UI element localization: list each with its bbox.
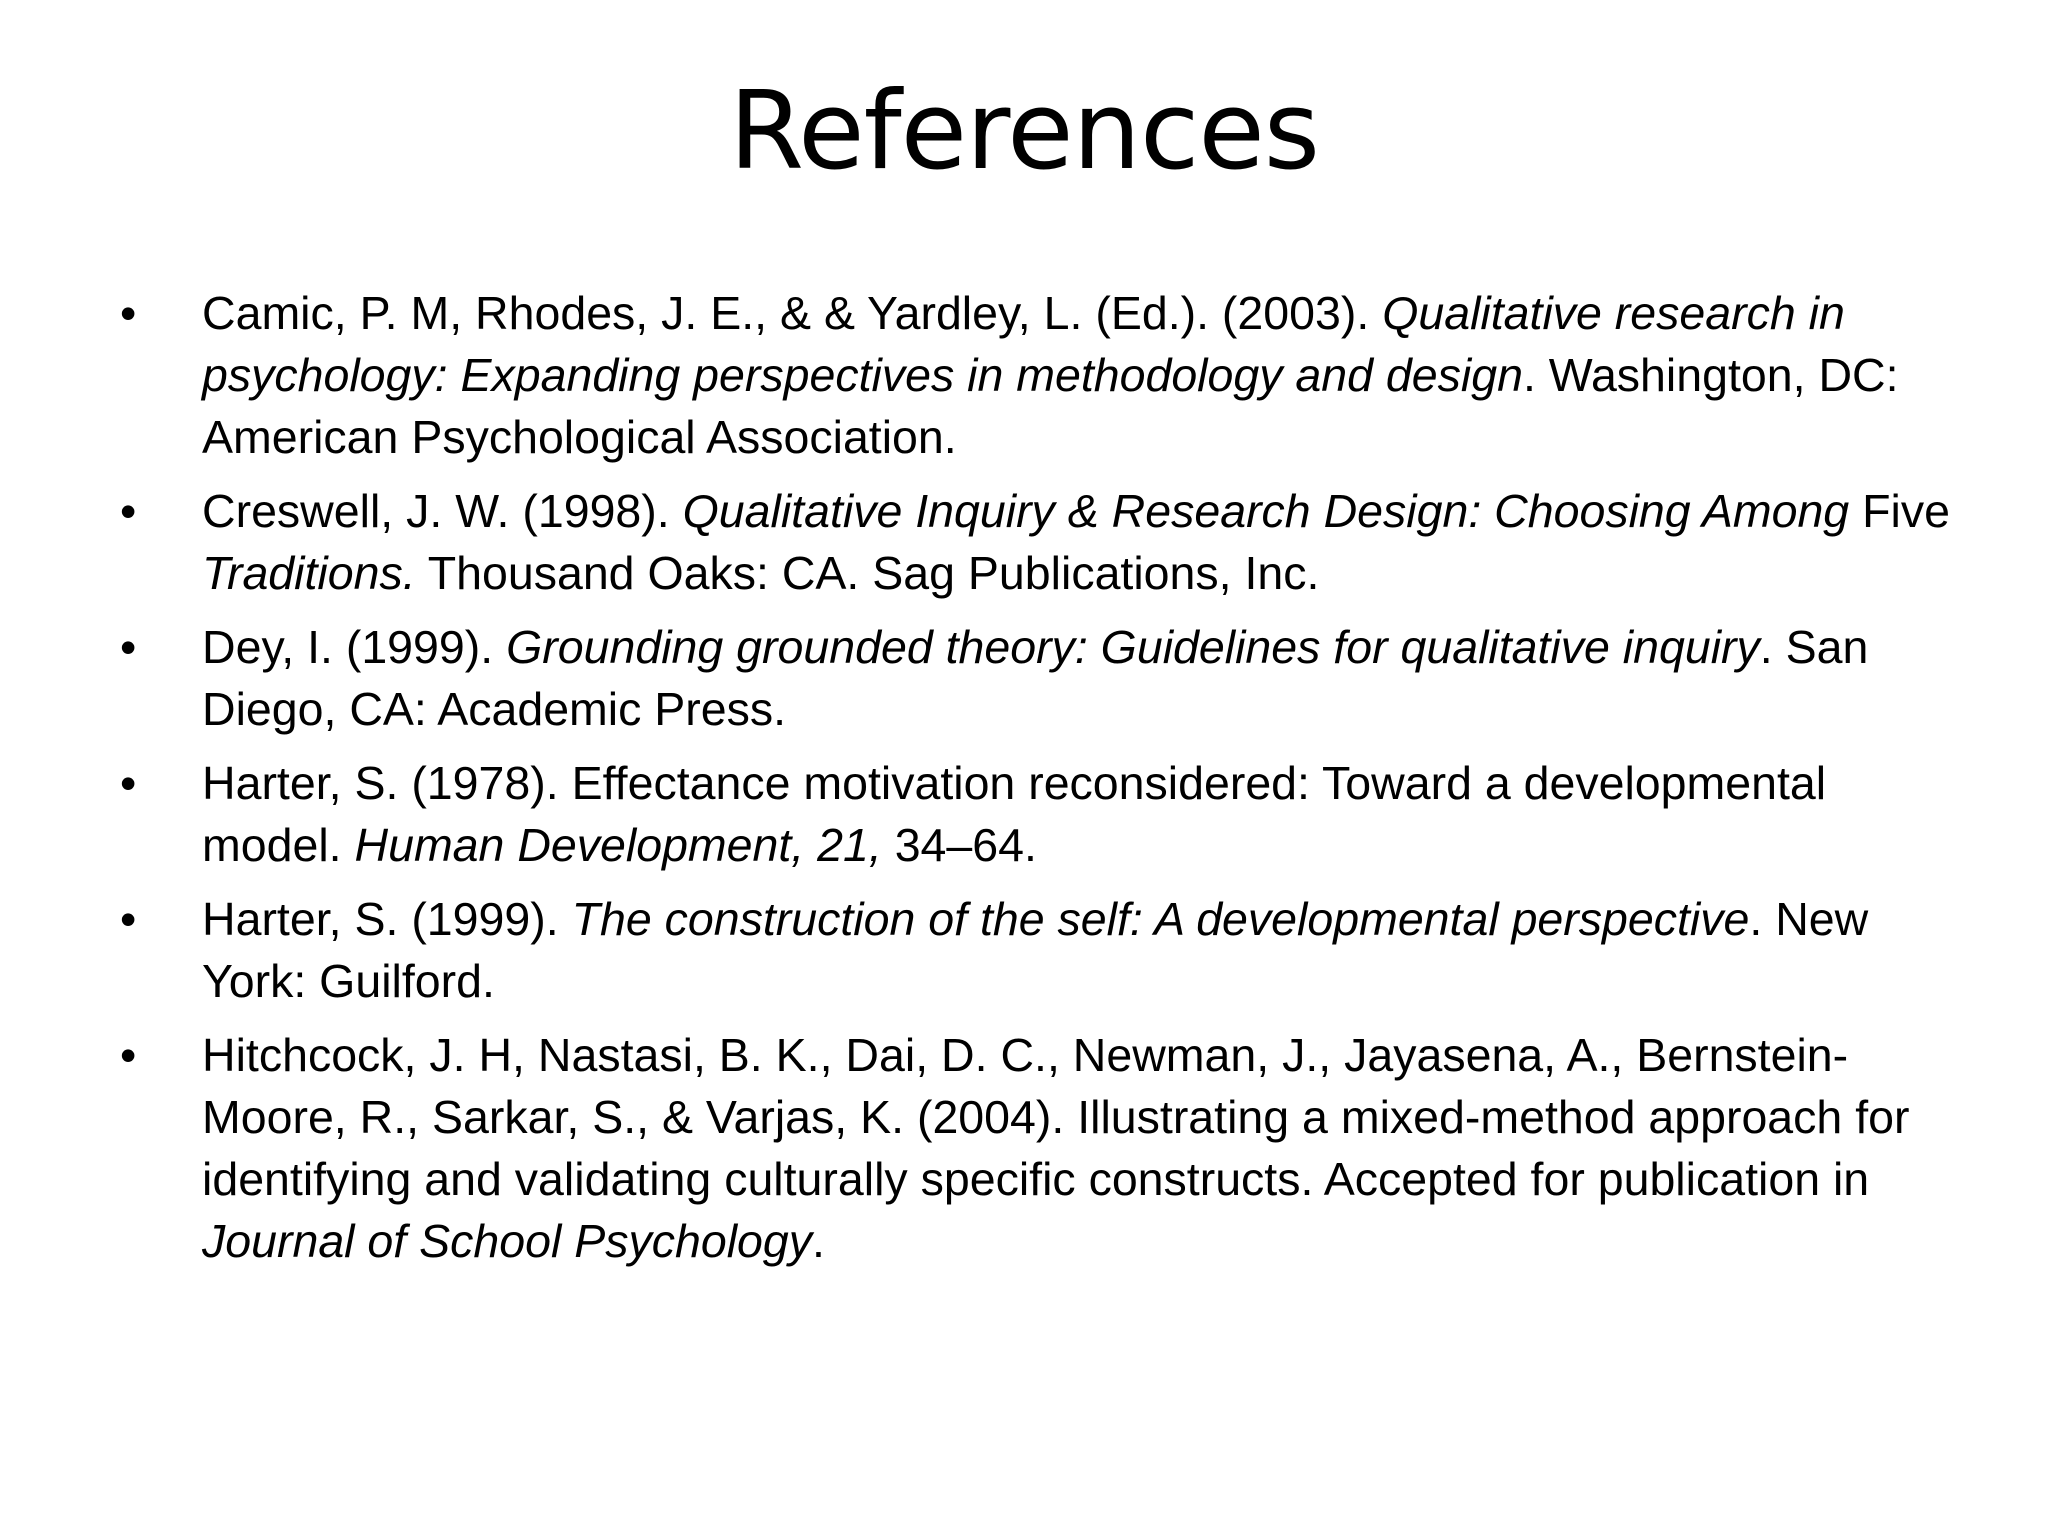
- reference-segment: Thousand Oaks: CA. Sag Publications, Inc.: [415, 547, 1320, 599]
- bullet-icon: [120, 1024, 150, 1086]
- reference-segment: . San Diego, CA: Academic Press.: [202, 621, 1869, 735]
- reference-item: [120, 282, 1950, 468]
- reference-item: [120, 616, 1950, 740]
- reference-segment: Harter, S. (1978). Effectance motivation reconsidered: Toward a developmental model.: [202, 757, 1827, 871]
- reference-segment: Five: [1862, 485, 1950, 537]
- reference-italic-segment: Traditions.: [202, 547, 416, 599]
- bullet-icon: [120, 888, 150, 950]
- reference-text: [202, 757, 1826, 871]
- reference-list: [120, 282, 1950, 1284]
- reference-segment: Camic, P. M, Rhodes, J. E., & & Yardley, L. (Ed.). (2003).: [202, 287, 1383, 339]
- reference-italic-segment: Qualitative Inquiry & Research Design: Choosing Among: [682, 485, 1863, 537]
- reference-item: [120, 752, 1950, 876]
- slide-title: References: [728, 69, 1320, 194]
- reference-item: [120, 1024, 1950, 1272]
- reference-segment: . New York: Guilford.: [202, 893, 1869, 1007]
- reference-segment: 34–64.: [881, 819, 1037, 871]
- reference-segment: . Washington, DC: American Psychological Association.: [202, 349, 1899, 463]
- reference-italic-segment: Grounding grounded theory: Guidelines for qualitative inquiry: [506, 621, 1760, 673]
- reference-segment: Hitchcock, J. H, Nastasi, B. K., Dai, D. C., Newman, J., Jayasena, A., Bernstein-Moore, R., Sarkar, S., & Varjas, K. (2004). Illustrating a mixed-method approach for identifying and validating culturally specific constructs. Accepted for publication in: [202, 1029, 1910, 1205]
- bullet-icon: [120, 616, 150, 678]
- reference-italic-segment: Journal of School Psychology: [202, 1215, 813, 1267]
- reference-text: [202, 1029, 1909, 1267]
- bullet-icon: [120, 282, 150, 344]
- reference-italic-segment: Human Development, 21,: [354, 819, 882, 871]
- reference-text: [202, 485, 1950, 599]
- reference-segment: Creswell, J. W. (1998).: [202, 485, 683, 537]
- reference-segment: .: [812, 1215, 825, 1267]
- reference-italic-segment: The construction of the self: A developmental perspective: [571, 893, 1750, 945]
- bullet-icon: [120, 480, 150, 542]
- reference-text: [202, 893, 1868, 1007]
- reference-text: [202, 287, 1899, 463]
- reference-item: [120, 888, 1950, 1012]
- reference-segment: Harter, S. (1999).: [202, 893, 572, 945]
- reference-italic-segment: Qualitative research in psychology: Expanding perspectives in methodology and design: [202, 287, 1845, 401]
- reference-text: [202, 621, 1868, 735]
- reference-item: [120, 480, 1950, 604]
- reference-segment: Dey, I. (1999).: [202, 621, 507, 673]
- bullet-icon: [120, 752, 150, 814]
